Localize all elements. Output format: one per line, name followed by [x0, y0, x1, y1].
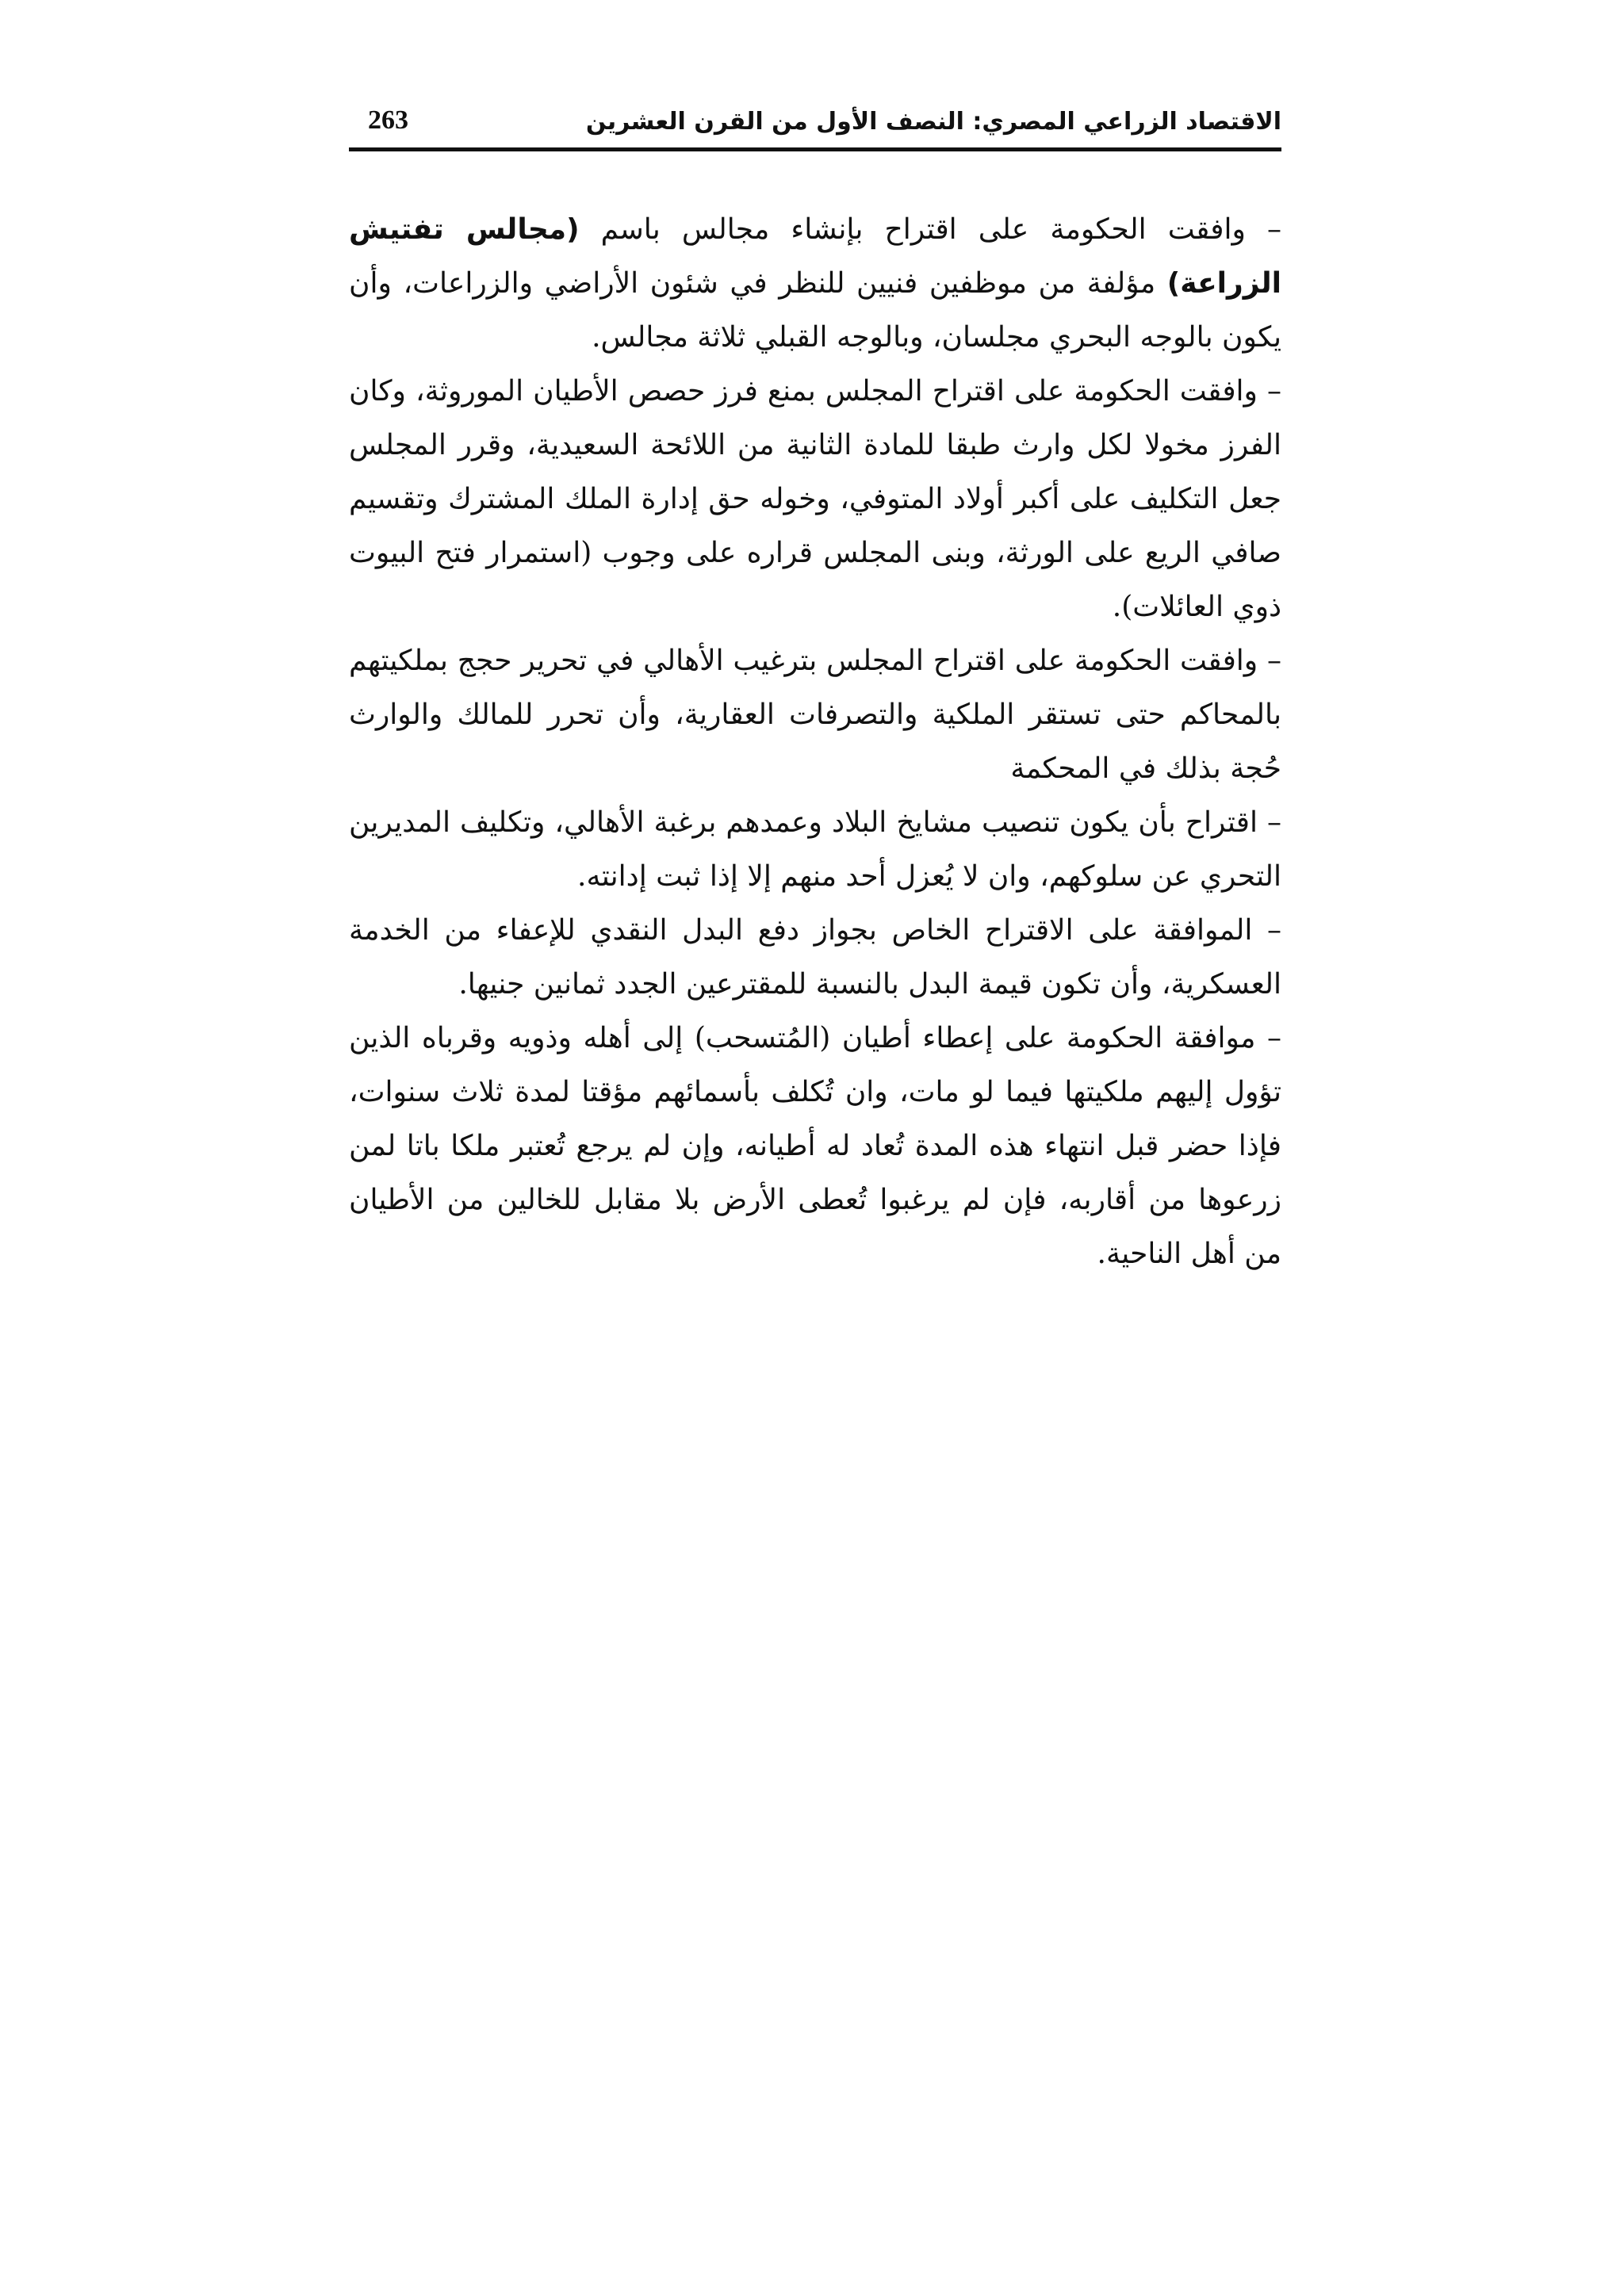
page-number: 263	[368, 105, 408, 135]
body-text	[349, 203, 1281, 1281]
header-rule	[349, 147, 1281, 151]
running-header-title: الاقتصاد الزراعي المصري: النصف الأول من القرن العشرين	[585, 108, 1281, 136]
paragraph-2: – وافقت الحكومة على اقتراح المجلس بمنع فرز حصص الأطيان الموروثة، وكان الفرز مخولا لكل وارث طبقا للمادة الثانية من اللائحة السعيدية، وقرر المجلس جعل التكليف على أكبر أولاد المتوفي، وخوله حق إدارة الملك المشترك وتقسيم صافي الريع على الورثة، وبنى المجلس قراره على وجوب (استمرار فتح البيوت ذوي العائلات).	[349, 375, 1281, 623]
paragraph-5: – الموافقة على الاقتراح الخاص بجواز دفع البدل النقدي للإعفاء من الخدمة العسكرية، وأن تكون قيمة البدل بالنسبة للمقترعين الجدد ثمانين جنيها.	[349, 914, 1281, 1001]
paragraph-1	[349, 203, 1281, 365]
paragraph-1-rest: مؤلفة من موظفين فنيين للنظر في شئون الأراضي والزراعات، وأن يكون بالوجه البحري مجلسان، وبالوجه القبلي ثلاثة مجالس.	[349, 267, 1281, 354]
running-header	[349, 97, 1281, 144]
paragraph-1-lead: – وافقت الحكومة على اقتراح بإنشاء مجالس باسم	[579, 213, 1281, 246]
paragraph-6: – موافقة الحكومة على إعطاء أطيان (المُتسحب) إلى أهله وذويه وقرباه الذين تؤول إليهم ملكيتها فيما لو مات، وان تُكلف بأسمائهم مؤقتا لمدة ثلاث سنوات، فإذا حضر قبل انتهاء هذه المدة تُعاد له أطيانه، وإن لم يرجع تُعتبر ملكا باتا لمن زرعوها من أقاربه، فإن لم يرغبوا تُعطى الأرض بلا مقابل للخالين من الأطيان من أهل الناحية.	[349, 1022, 1281, 1270]
paragraph-1-bold-term: (مجالس تفتيش الزراعة)	[349, 213, 1281, 300]
paragraph-4: – اقتراح بأن يكون تنصيب مشايخ البلاد وعمدهم برغبة الأهالي، وتكليف المديرين التحري عن سلوكهم، وان لا يُعزل أحد منهم إلا إذا ثبت إدانته.	[349, 806, 1281, 893]
paragraph-3: – وافقت الحكومة على اقتراح المجلس بترغيب الأهالي في تحرير حجج بملكيتهم بالمحاكم حتى تستقر الملكية والتصرفات العقارية، وأن تحرر للمالك والوارث حُجة بذلك في المحكمة	[349, 645, 1281, 785]
